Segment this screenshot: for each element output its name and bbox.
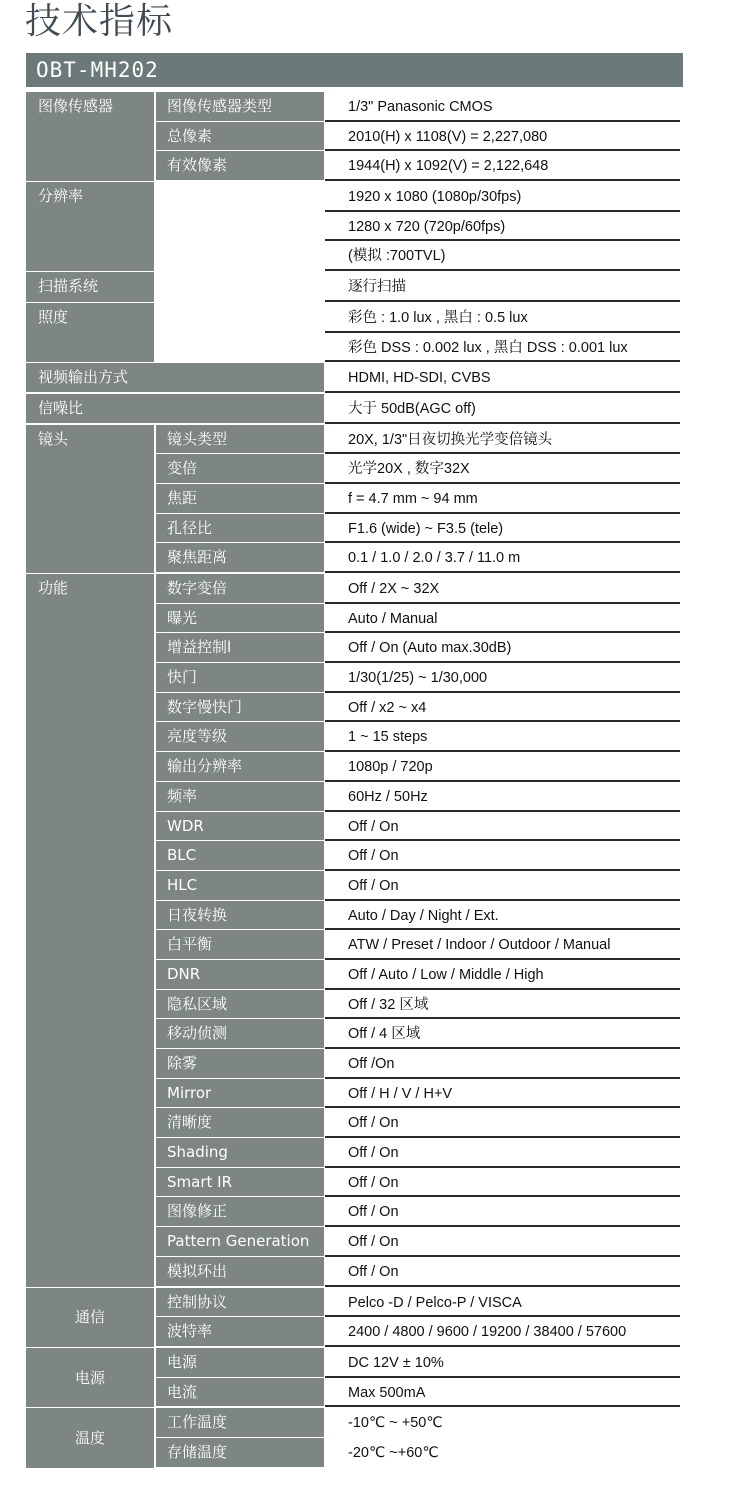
spec-group	[26, 1288, 686, 1348]
spec-row	[26, 425, 686, 455]
page-title: 技术指标	[25, 1, 174, 42]
spec-row	[26, 303, 686, 333]
spec-sub-label	[156, 212, 324, 242]
spec-value: DC 12V ± 10%	[325, 1348, 680, 1378]
spec-row	[26, 752, 686, 782]
spec-value: Off / 32 区域	[325, 990, 680, 1020]
group-label: 镜头	[38, 429, 69, 448]
spec-value: Max 500mA	[325, 1378, 680, 1408]
spec-row	[26, 272, 686, 302]
spec-sub-label: 除雾	[156, 1049, 324, 1079]
spec-row	[26, 92, 686, 122]
spec-value: f = 4.7 mm ~ 94 mm	[325, 484, 680, 514]
spec-row	[26, 693, 686, 723]
spec-value: 逐行扫描	[325, 272, 680, 302]
group-label: 功能	[38, 579, 69, 597]
group-label: 照度	[38, 307, 69, 326]
spec-row	[26, 1288, 686, 1318]
spec-sub-label: 清晰度	[156, 1108, 324, 1138]
spec-sub-label: 电源	[156, 1348, 324, 1378]
group-label: 图像传感器	[38, 97, 114, 115]
spec-value: Pelco -D / Pelco-P / VISCA	[325, 1288, 680, 1318]
spec-row	[26, 1348, 686, 1378]
spec-sub-label: 变倍	[156, 454, 324, 484]
spec-row	[26, 1408, 686, 1438]
group-label: 电源	[74, 1368, 105, 1387]
spec-row	[26, 454, 686, 484]
spec-value: Off / Auto / Low / Middle / High	[325, 960, 680, 990]
group-label: 通信	[74, 1308, 105, 1327]
spec-value: 1/3" Panasonic CMOS	[325, 92, 680, 122]
spec-value: 1920 x 1080 (1080p/30fps)	[325, 182, 680, 212]
spec-sub-label: 输出分辨率	[156, 752, 324, 782]
spec-value: 1280 x 720 (720p/60fps)	[325, 212, 680, 242]
spec-row	[26, 363, 686, 393]
spec-value: Off / On (Auto max.30dB)	[325, 633, 680, 663]
spec-sub-label: 白平衡	[156, 930, 324, 960]
spec-sub-label: Shading	[156, 1138, 324, 1168]
spec-row	[26, 122, 686, 152]
spec-sub-label	[156, 241, 324, 271]
group-label: 分辨率	[38, 187, 84, 206]
spec-value: Off / On	[325, 871, 680, 901]
spec-row	[26, 604, 686, 634]
spec-value: 1 ~ 15 steps	[325, 722, 680, 752]
spec-value: (模拟 :700TVL)	[325, 241, 680, 271]
spec-value: Off / On	[325, 841, 680, 871]
spec-row	[26, 574, 686, 604]
spec-value: 20X, 1/3"日夜切换光学变倍镜头	[325, 425, 680, 455]
spec-value: 彩色 : 1.0 lux , 黑白 : 0.5 lux	[325, 303, 680, 333]
model-header: OBT-MH202	[26, 53, 683, 87]
spec-row	[26, 930, 686, 960]
spec-row	[26, 663, 686, 693]
spec-sub-label: 有效像素	[156, 151, 324, 181]
group-label: 扫描系统	[38, 277, 99, 296]
spec-row	[26, 1138, 686, 1168]
group-label: 温度	[74, 1428, 105, 1447]
spec-value: Auto / Manual	[325, 604, 680, 634]
spec-row	[26, 960, 686, 990]
spec-row	[26, 182, 686, 212]
spec-value: 大于 50dB(AGC off)	[325, 394, 680, 424]
spec-row	[26, 1079, 686, 1109]
spec-sub-label: 增益控制l	[156, 633, 324, 663]
spec-row	[26, 212, 686, 242]
spec-sub-label: 日夜转换	[156, 901, 324, 931]
spec-row	[26, 394, 686, 424]
spec-row	[26, 782, 686, 812]
spec-row	[26, 1317, 686, 1347]
spec-sub-label: 总像素	[156, 122, 324, 152]
spec-value: Off / On	[325, 1168, 680, 1198]
spec-sub-label: BLC	[156, 841, 324, 871]
spec-sub-label: 数字慢快门	[156, 693, 324, 723]
spec-sub-label: 焦距	[156, 484, 324, 514]
spec-value: -20℃ ~+60℃	[325, 1438, 680, 1468]
spec-row	[26, 514, 686, 544]
spec-value: Off / On	[325, 1197, 680, 1227]
spec-group	[26, 425, 686, 574]
spec-sub-label: 镜头类型	[156, 425, 324, 455]
spec-value: Off / On	[325, 1108, 680, 1138]
spec-sub-label: 聚焦距离	[156, 543, 324, 573]
spec-group	[26, 1348, 686, 1408]
spec-sub-label	[156, 303, 324, 333]
spec-row	[26, 1108, 686, 1138]
spec-row	[26, 722, 686, 752]
spec-row	[26, 1438, 686, 1468]
spec-value: Off /On	[325, 1049, 680, 1079]
spec-row	[26, 812, 686, 842]
spec-sub-label: WDR	[156, 812, 324, 842]
spec-sub-label: Mirror	[156, 1079, 324, 1109]
spec-sub-label	[156, 272, 324, 302]
spec-value: HDMI, HD-SDI, CVBS	[325, 363, 680, 393]
spec-value: Off / On	[325, 1227, 680, 1257]
spec-group	[26, 92, 686, 182]
spec-value: 2400 / 4800 / 9600 / 19200 / 38400 / 57600	[325, 1317, 680, 1347]
spec-group	[26, 363, 686, 394]
spec-row	[26, 1019, 686, 1049]
spec-group	[26, 303, 686, 363]
spec-sub-label: 工作温度	[156, 1408, 324, 1438]
spec-sub-label: 存储温度	[156, 1438, 324, 1468]
spec-value: -10℃ ~ +50℃	[325, 1408, 680, 1438]
spec-value: Auto / Day / Night / Ext.	[325, 901, 680, 931]
spec-row	[26, 543, 686, 573]
spec-value: Off / On	[325, 1257, 680, 1287]
spec-value: 彩色 DSS : 0.002 lux , 黑白 DSS : 0.001 lux	[325, 333, 680, 363]
spec-sub-label: DNR	[156, 960, 324, 990]
spec-value: F1.6 (wide) ~ F3.5 (tele)	[325, 514, 680, 544]
spec-sub-label: 曝光	[156, 604, 324, 634]
spec-sub-label: 隐私区域	[156, 990, 324, 1020]
spec-sub-label: 图像传感器类型	[156, 92, 324, 122]
spec-value: 1080p / 720p	[325, 752, 680, 782]
spec-row	[26, 901, 686, 931]
spec-row	[26, 871, 686, 901]
spec-sub-label: 数字变倍	[156, 574, 324, 604]
spec-value: Off / 2X ~ 32X	[325, 574, 680, 604]
spec-sub-label: 快门	[156, 663, 324, 693]
spec-value: 0.1 / 1.0 / 2.0 / 3.7 / 11.0 m	[325, 543, 680, 573]
group-label: 信噪比	[26, 394, 324, 424]
spec-row	[26, 841, 686, 871]
spec-value: 1/30(1/25) ~ 1/30,000	[325, 663, 680, 693]
spec-sub-label: 移动侦测	[156, 1019, 324, 1049]
spec-sub-label: 亮度等级	[156, 722, 324, 752]
spec-value: Off / On	[325, 1138, 680, 1168]
spec-sub-label: Smart IR	[156, 1168, 324, 1198]
spec-sub-label: 波特率	[156, 1317, 324, 1347]
spec-row	[26, 151, 686, 181]
spec-value: Off / x2 ~ x4	[325, 693, 680, 723]
spec-row	[26, 1197, 686, 1227]
spec-value: Off / 4 区域	[325, 1019, 680, 1049]
spec-row	[26, 1227, 686, 1257]
spec-group	[26, 1408, 686, 1468]
spec-row	[26, 333, 686, 363]
spec-sub-label: 频率	[156, 782, 324, 812]
spec-row	[26, 1257, 686, 1287]
spec-sub-label: HLC	[156, 871, 324, 901]
spec-value: Off / H / V / H+V	[325, 1079, 680, 1109]
spec-group	[26, 182, 686, 272]
spec-value: 1944(H) x 1092(V) = 2,122,648	[325, 151, 680, 181]
spec-value: 光学20X , 数字32X	[325, 454, 680, 484]
spec-row	[26, 990, 686, 1020]
spec-group	[26, 394, 686, 425]
spec-row	[26, 484, 686, 514]
spec-sub-label: 孔径比	[156, 514, 324, 544]
spec-group	[26, 574, 686, 1288]
spec-value: ATW / Preset / Indoor / Outdoor / Manual	[325, 930, 680, 960]
spec-sub-label: 电流	[156, 1378, 324, 1408]
spec-row	[26, 241, 686, 271]
spec-value: Off / On	[325, 812, 680, 842]
spec-sub-label: Pattern Generation	[156, 1227, 324, 1257]
spec-row	[26, 1378, 686, 1408]
spec-group	[26, 272, 686, 303]
spec-sub-label	[156, 182, 324, 212]
spec-table	[26, 92, 686, 1469]
spec-row	[26, 633, 686, 663]
spec-row	[26, 1049, 686, 1079]
group-label: 视频输出方式	[26, 363, 324, 393]
spec-value: 2010(H) x 1108(V) = 2,227,080	[325, 122, 680, 152]
spec-sub-label: 图像修正	[156, 1197, 324, 1227]
spec-sub-label: 控制协议	[156, 1288, 324, 1318]
spec-sub-label	[156, 333, 324, 363]
spec-value: 60Hz / 50Hz	[325, 782, 680, 812]
spec-sub-label: 模拟环出	[156, 1257, 324, 1287]
spec-row	[26, 1168, 686, 1198]
